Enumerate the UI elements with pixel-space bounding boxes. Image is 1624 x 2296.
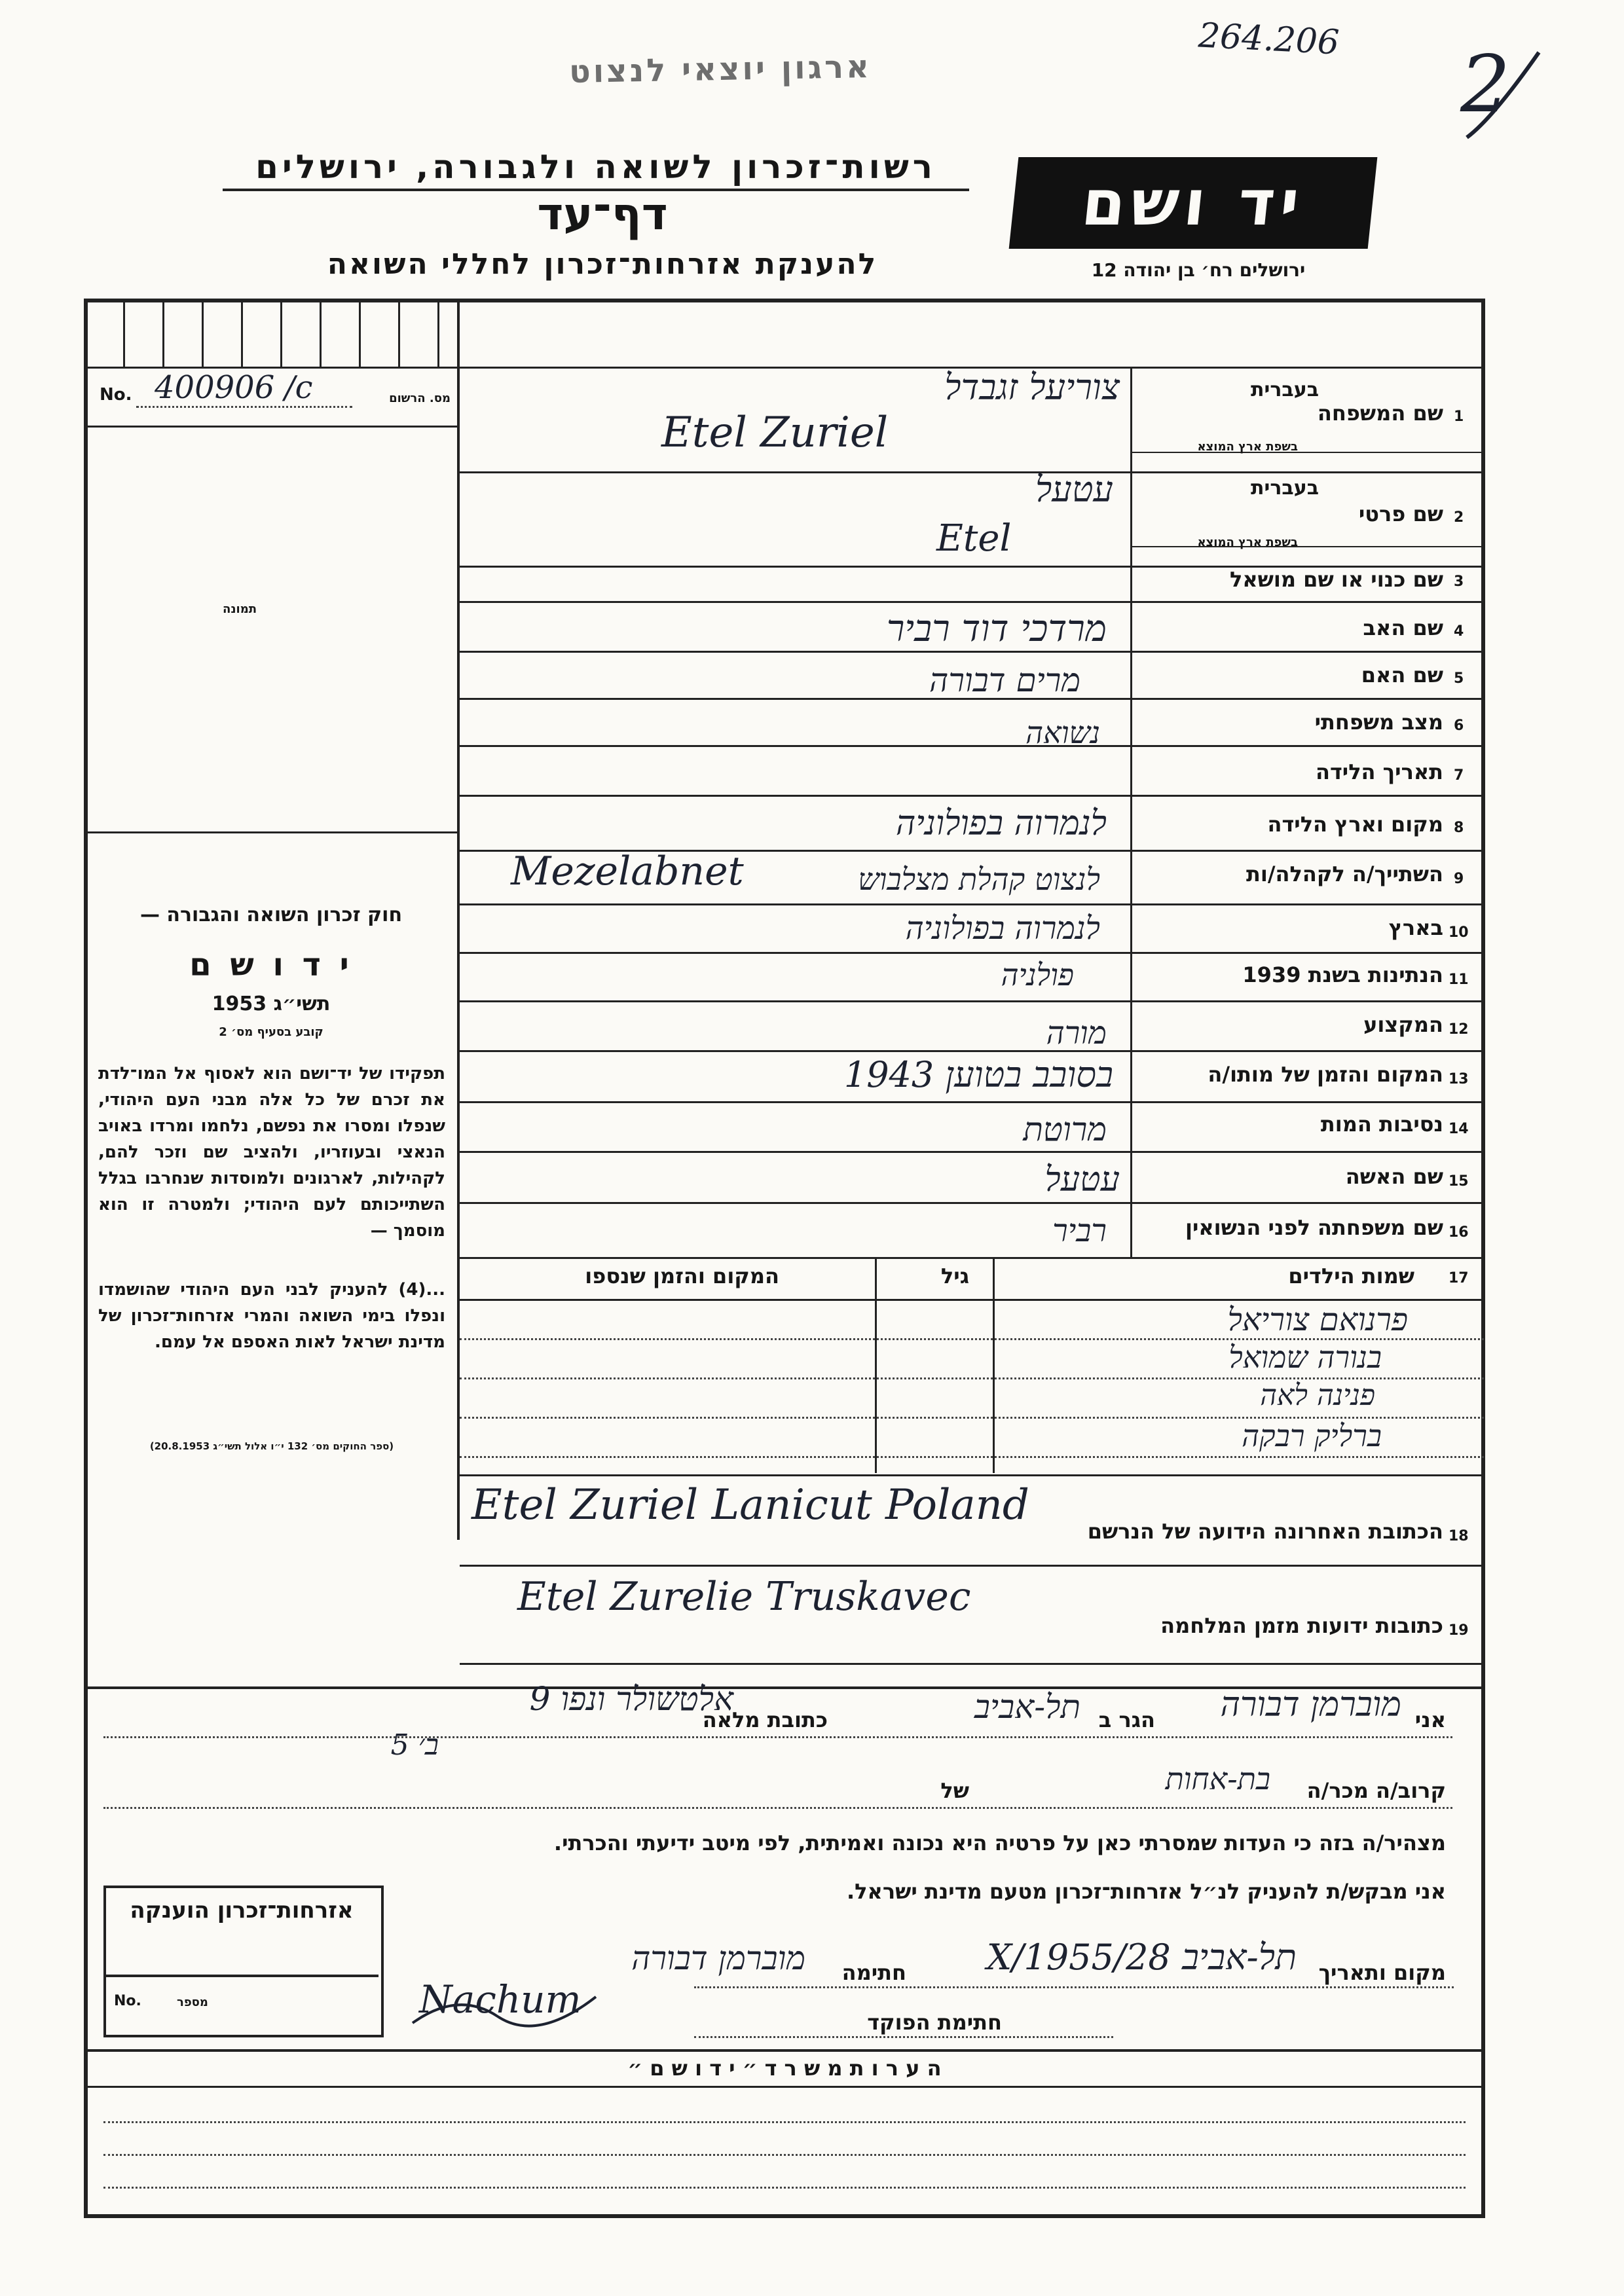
law-year: תשי״ג 1953 — [212, 993, 331, 1015]
box-divider — [241, 299, 243, 368]
form-left-border — [84, 299, 88, 2217]
field-14-number: 14 — [1449, 1121, 1469, 1137]
field-2-hebrew-label: בעברית — [1251, 477, 1319, 500]
officer-signature-flourish — [406, 1977, 616, 2036]
photo-placeholder-label: תמונה — [223, 602, 257, 616]
declarant-dotted-line — [103, 1807, 1452, 1809]
field-9-number: 9 — [1454, 871, 1464, 887]
child-name: פנינה לאה — [1260, 1379, 1375, 1412]
archive-number: 264.206 — [1197, 16, 1340, 63]
field-11-number: 11 — [1449, 972, 1469, 988]
law-text-purpose: תפקידו של יד־ושם הוא לאסוף אל המו־לדת את זכרם של כל אלה מבני העם היהודי, שנפלו ומסרו את נפשם, נלחמו ומרדו באויב הנאצי ובעוזריו, ולהציב שם וזכר להם, לקהילות, לארגונים ולמוסדות שנחרבו בגלל השתייכותם לעם היהודי; ולמטרה זו הוא מוסמך — — [98, 1064, 445, 1241]
registration-prefix: No. — [100, 385, 132, 405]
signature-dotted-line — [694, 1986, 1454, 1988]
law-citation: (ספר החוקים מס׳ 132 י״ו אלול תשי״ג 20.8.1953) — [149, 1440, 394, 1452]
declarant-full-address: אלטשולר ונפו 9 — [529, 1680, 733, 1718]
field-8-label: מקום וארץ הלידה — [1267, 812, 1443, 837]
field-10-label: בארץ — [1388, 915, 1443, 940]
field-5-value: מרים דבורה — [929, 661, 1080, 699]
field-row-line — [460, 651, 1484, 653]
children-col-divider — [993, 1257, 995, 1473]
field-9-value-latin: Mezelabnet — [511, 848, 744, 894]
citizenship-box-title: אזרחות־זכרון הוענקה — [130, 1897, 354, 1923]
field-4-label: שם האב — [1363, 615, 1443, 640]
form-subtitle: להענקת אזרחות־זכרון לחללי השואה — [327, 247, 878, 281]
field-10-number: 10 — [1449, 924, 1469, 941]
field-row-line — [460, 1151, 1484, 1153]
field-2-inner-line — [1130, 546, 1484, 547]
children-row-line — [460, 1456, 1484, 1458]
field-6-label: מצב משפחתי — [1314, 710, 1443, 735]
photo-bottom-line — [84, 831, 460, 833]
label-column-divider — [1130, 367, 1132, 1257]
field-1-label: שם המשפחה — [1317, 401, 1443, 426]
form-bottom-border — [84, 2214, 1485, 2218]
children-names-header: שמות הילדים — [1288, 1264, 1414, 1288]
corner-mark: 2 — [1460, 39, 1511, 130]
field-16-value: רביר — [1052, 1212, 1107, 1249]
office-notes-line — [103, 2154, 1466, 2156]
child-name: פרנואם צוריאל — [1227, 1302, 1408, 1338]
box-divider — [162, 299, 164, 368]
citizenship-box-number-cell — [103, 1975, 378, 2035]
last-address-label: הכתובת האחרונה הידועה של הנרשם — [1087, 1519, 1443, 1544]
field-2-label: שם פרטי — [1358, 501, 1443, 526]
field-row-line — [460, 745, 1484, 747]
field-13-number: 13 — [1449, 1071, 1469, 1087]
field-8-value: לנמרוה בפולוניה — [895, 804, 1107, 843]
law-clause: קובע בסעיף מס׳ 2 — [219, 1025, 323, 1039]
declarant-name: מוברמן דבורה — [1220, 1685, 1401, 1724]
field-1-number: 1 — [1454, 409, 1464, 425]
field-2-number: 2 — [1454, 509, 1464, 526]
registration-bottom-line — [84, 426, 460, 428]
request-text: אני מבקש/ת להעניק לנ״ל אזרחות־זכרון מטעם מדינת ישראל. — [847, 1879, 1446, 1904]
field-row-line — [460, 795, 1484, 797]
form-top-border — [84, 299, 1485, 302]
last-address-value: Etel Zuriel Lanicut Poland — [471, 1481, 1029, 1529]
last-address-number: 18 — [1449, 1528, 1469, 1544]
field-11-value: פולניה — [1001, 957, 1074, 993]
field-row-line — [460, 952, 1484, 954]
officer-signature-label: חתימת הפוקד — [867, 2010, 1002, 2035]
field-1-value-hebrew: צוריעל זגבדל — [944, 367, 1120, 408]
form-title: דף־עד — [537, 189, 668, 240]
declarant-i-label: אני — [1414, 1707, 1446, 1732]
field-row-line — [460, 903, 1484, 905]
field-13-label: המקום והזמן של מותו/ה — [1208, 1062, 1443, 1087]
field-14-label: נסיבות המות — [1320, 1112, 1443, 1137]
field-row-line — [460, 1202, 1484, 1204]
logo-address: ירושלים רח׳ בן יהודה 12 — [1091, 259, 1306, 281]
field-6-value: נשואה — [1025, 715, 1100, 750]
field-row-line — [460, 601, 1484, 603]
children-header-line — [460, 1299, 1484, 1301]
yad-vashem-logo: יד ושם — [1009, 157, 1378, 249]
field-4-number: 4 — [1454, 623, 1464, 640]
children-place-time-header: המקום והזמן שנספו — [585, 1264, 779, 1288]
place-date-value: תל-אביב 28/X/1955 — [986, 1937, 1297, 1978]
field-14-value: מרוטת — [1023, 1110, 1107, 1148]
field-1-inner-line — [1130, 452, 1484, 453]
address-row-line — [460, 1663, 1484, 1665]
field-4-value: מרדכי דוד רביר — [886, 608, 1107, 650]
field-6-number: 6 — [1454, 718, 1464, 734]
field-7-label: תאריך הלידה — [1315, 759, 1443, 784]
citizenship-box-no-prefix: No. — [114, 1993, 141, 2009]
field-3-number: 3 — [1454, 574, 1464, 590]
child-name: בנורה שמואל — [1228, 1339, 1382, 1375]
children-age-header: גיל — [940, 1264, 969, 1288]
field-row-line — [460, 1000, 1484, 1002]
box-divider — [123, 299, 125, 368]
box-divider — [280, 299, 282, 368]
field-1-hebrew-label: בעברית — [1251, 378, 1319, 401]
box-divider — [359, 299, 361, 368]
field-9-label: השתייך/ה לקהלה/ות — [1246, 862, 1443, 886]
office-notes-line — [103, 2187, 1466, 2189]
box-divider — [398, 299, 400, 368]
child-name: ברליק רבקה — [1242, 1418, 1382, 1453]
field-8-number: 8 — [1454, 820, 1464, 836]
field-9-value: לנצוט קהלת מצלבוש — [858, 862, 1100, 897]
citizenship-box-no-label: מספר — [177, 1995, 208, 2009]
top-strip-line — [84, 367, 1485, 369]
field-1-origin-label: בשפת ארץ המוצא — [1197, 440, 1298, 454]
wartime-address-value: Etel Zurelie Truskavec — [517, 1574, 971, 1620]
office-notes-line — [103, 2121, 1466, 2123]
field-2-value-hebrew: עטעל — [1035, 469, 1113, 510]
office-notes-header-line — [84, 2086, 1485, 2088]
children-bottom-line — [460, 1474, 1484, 1476]
children-number: 17 — [1449, 1270, 1469, 1286]
field-2-value-origin: Etel — [936, 517, 1012, 560]
field-15-number: 15 — [1449, 1173, 1469, 1190]
organization-stamp: ארגון יוצאי לנצוט — [568, 48, 872, 91]
registration-dotted-line — [136, 406, 352, 408]
office-notes-header: ה ע ר ו ת מ ש ר ד ״ י ד ו ש ם ״ — [627, 2056, 942, 2081]
field-row-line — [460, 1101, 1484, 1103]
officer-signature: Nachum — [419, 1977, 581, 2022]
authority-name: רשות־זכרון לשואה ולגבורה, ירושלים — [223, 148, 969, 191]
field-10-value: לנמרוה בפולוניה — [905, 910, 1100, 947]
field-13-value: בסובב בטוען 1943 — [843, 1054, 1113, 1095]
wartime-address-number: 19 — [1449, 1622, 1469, 1639]
declarant-dotted-line — [103, 1736, 1452, 1738]
corner-check-icon — [1454, 39, 1545, 144]
law-title: חוק זכרון השואה והגבורה — — [139, 903, 403, 926]
field-15-value: עטעל — [1044, 1160, 1120, 1199]
field-3-label: שם כנוי או שם מושאל — [1229, 567, 1443, 592]
field-7-number: 7 — [1454, 767, 1464, 784]
field-row-line — [460, 1257, 1484, 1259]
box-divider — [320, 299, 322, 368]
field-12-label: המקצוע — [1363, 1012, 1443, 1037]
registration-label: מס. הרשום — [389, 392, 451, 405]
field-16-label: שם משפחתה לפני הנשואין — [1185, 1215, 1443, 1240]
field-12-value: מורה — [1046, 1015, 1107, 1051]
field-15-label: שם האשה — [1345, 1164, 1443, 1189]
field-16-number: 16 — [1449, 1224, 1469, 1241]
declarant-city: תל-אביב — [974, 1688, 1080, 1726]
field-1-value-origin: Etel Zuriel — [661, 409, 889, 457]
signature-label: חתימה — [841, 1960, 906, 1985]
field-12-number: 12 — [1449, 1021, 1469, 1038]
field-5-label: שם האם — [1361, 663, 1443, 687]
field-row-line — [460, 1050, 1484, 1052]
declarant-full-address-label: כתובת מלאה — [702, 1707, 828, 1732]
office-notes-top-line — [84, 2049, 1485, 2052]
wartime-address-label: כתובות ידועות מזמן המלחמה — [1160, 1613, 1443, 1638]
declarant-lives-label: הגר ב — [1098, 1707, 1155, 1732]
declarant-relation: בת-אחות — [1165, 1761, 1270, 1796]
law-name: י ד ו ש ם — [189, 947, 353, 983]
place-date-label: מקום ותאריך — [1318, 1960, 1446, 1985]
box-divider — [202, 299, 204, 368]
officer-dotted-line — [694, 2036, 1113, 2038]
field-5-number: 5 — [1454, 670, 1464, 687]
box-divider — [437, 299, 439, 368]
children-col-divider — [875, 1257, 877, 1473]
declarant-signature: מוברמן דבורה — [631, 1939, 805, 1977]
declarant-full-address-2: ב׳ 5 — [390, 1728, 439, 1762]
declarant-of-label: של — [940, 1778, 969, 1803]
law-text-citizenship: ...(4) להעניק לבני העם היהודי שהושמדו ונפלו בימי השואה והמרי אזרחות־זכרון של מדינת ישראל לאות האספם אל עמם. — [98, 1280, 445, 1352]
field-2-origin-label: בשפת ארץ המוצא — [1197, 536, 1298, 549]
declarant-relative-label: קרוב/ה מכר/ה — [1306, 1778, 1446, 1803]
address-row-line — [460, 1565, 1484, 1567]
declaration-text: מצהיר/ה בזה כי העדות שמסרתי כאן על פרטיה היא נכונה ואמיתית, לפי מיטב ידיעתי והכרתי. — [553, 1831, 1446, 1855]
field-row-line — [460, 471, 1484, 473]
registration-number: 400906 /c — [155, 369, 313, 406]
left-column-divider — [457, 299, 460, 1540]
field-11-label: הנתינות בשנת 1939 — [1242, 962, 1443, 987]
